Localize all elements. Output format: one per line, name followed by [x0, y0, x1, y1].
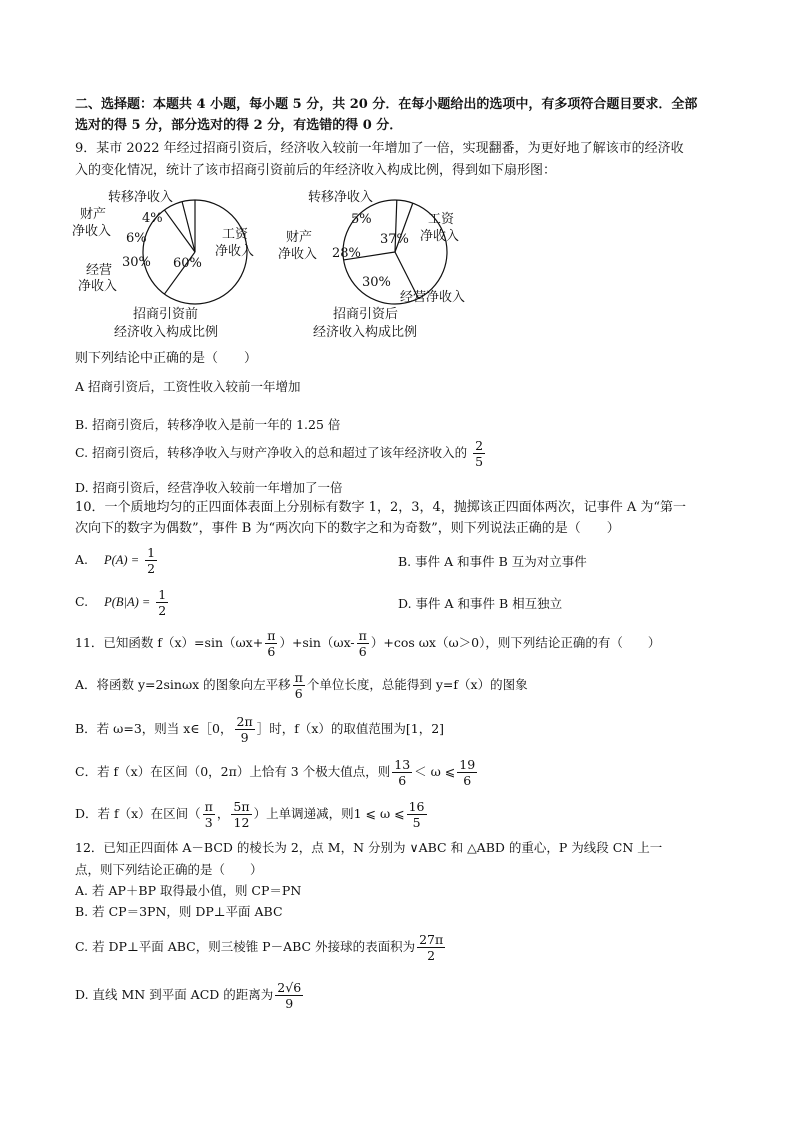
- before-pct-transfer: 4%: [142, 211, 163, 226]
- q11-stem-part1: 11．已知函数 f（x）=sin（ωx+: [75, 635, 264, 650]
- q10-c-fraction: [156, 587, 168, 618]
- q10-c-num: 1: [158, 587, 167, 602]
- before-label-property-2: 净收入: [72, 224, 112, 239]
- q11-stem-part3: ）+cos ωx（ω＞0），则下列结论正确的有（ ）: [370, 635, 661, 650]
- q10-option-c: [75, 587, 170, 618]
- q12-option-c: [75, 932, 447, 963]
- q11-stem-frac2: [357, 628, 369, 659]
- q11-c-fraction2: [457, 757, 477, 788]
- after-label-property-1: 财产: [286, 230, 313, 245]
- q11-d-fraction2: [231, 799, 251, 830]
- q12-d-num: 2√6: [277, 980, 302, 995]
- q9-stem-line1: 9．某市 2022 年经过招商引资后，经济收入较前一年增加了一倍，实现翻番，为更好地了解该市的经济收: [75, 141, 684, 156]
- q11-option-c: [75, 757, 479, 788]
- before-pct-business: 30%: [122, 255, 151, 270]
- q10-a-num: 1: [147, 545, 156, 560]
- q11-frac1-num: π: [267, 628, 276, 643]
- after-pct-business: 30%: [362, 275, 391, 290]
- q11-a-part2: 个单位长度，总能得到 y=f（x）的图象: [306, 677, 528, 692]
- q11-a-den: 6: [294, 686, 303, 701]
- q9-c-den: 5: [475, 454, 484, 469]
- before-pct-property: 6%: [126, 231, 147, 246]
- before-label-wage-2: 净收入: [215, 244, 255, 259]
- before-label-wage-1: 工资: [222, 227, 249, 242]
- q11-d-num3: 16: [408, 799, 425, 814]
- after-pct-property: 28%: [332, 246, 361, 261]
- q11-d-num1: π: [204, 799, 213, 814]
- q12-c-num: 27π: [419, 932, 444, 947]
- q10-a-fraction: [145, 545, 157, 576]
- q11-d-part2: ）上单调递减，则1 ⩽ ω ⩽: [253, 806, 405, 821]
- q10-a-den: 2: [147, 561, 156, 576]
- q12-option-a: A. 若 AP＋BP 取得最小值，则 CP＝PN: [75, 883, 302, 898]
- q11-b-part2: ］时，f（x）的取值范围为[1，2]: [256, 721, 445, 736]
- q10-c-den: 2: [158, 603, 167, 618]
- q11-option-d: [75, 799, 429, 830]
- before-pct-wage: 60%: [173, 256, 202, 271]
- q11-c-num1: 13: [394, 757, 411, 772]
- q11-frac2-num: π: [358, 628, 367, 643]
- q11-b-den: 9: [240, 730, 249, 745]
- q11-stem-frac1: [265, 628, 277, 659]
- q10-option-d: D. 事件 A 和事件 B 相互独立: [398, 596, 563, 611]
- q11-d-den2: 12: [233, 815, 250, 830]
- q11-d-sep: ，: [216, 806, 230, 821]
- section-header-line2: 选对的得 5 分，部分选对的得 2 分，有选错的得 0 分．: [75, 118, 403, 133]
- q10-c-letter: C.: [75, 594, 89, 609]
- after-label-business: 经营净收入: [400, 290, 466, 305]
- q11-d-fraction1: [203, 799, 215, 830]
- q12-option-b: B. 若 CP＝3PN，则 DP⊥平面 ABC: [75, 904, 283, 919]
- q12-stem-line1: 12．已知正四面体 A－BCD 的棱长为 2，点 M，N 分别为 ∨ABC 和 △ABD 的重心，P 为线段 CN 上一: [75, 840, 663, 855]
- q9-option-c-text: C. 招商引资后，转移净收入与财产净收入的总和超过了该年经济收入的: [75, 445, 468, 460]
- q11-a-num: π: [294, 670, 303, 685]
- q12-c-text: C. 若 DP⊥平面 ABC，则三棱锥 P－ABC 外接球的表面积为: [75, 939, 416, 954]
- q9-c-num: 2: [475, 438, 484, 453]
- q11-d-fraction3: [407, 799, 427, 830]
- before-label-business-1: 经营: [86, 263, 113, 278]
- after-label-wage-2: 净收入: [420, 229, 460, 244]
- q11-a-part1: A．将函数 y=2sinωx 的图象向左平移: [75, 677, 291, 692]
- q10-option-a: [75, 545, 159, 576]
- q10-c-expr: P(B|A) =: [104, 595, 151, 609]
- q11-b-part1: B．若 ω=3，则当 x∈［0，: [75, 721, 233, 736]
- q10-option-b: B. 事件 A 和事件 B 互为对立事件: [398, 554, 587, 569]
- q9-option-c-fraction: [473, 438, 485, 469]
- q12-d-den: 9: [285, 996, 294, 1011]
- q11-c-mid: ＜ ω ⩽: [414, 764, 456, 779]
- section-header-line1: 二、选择题：本题共 4 小题，每小题 5 分，共 20 分．在每小题给出的选项中，有多项符合题目要求．全部: [75, 97, 698, 112]
- q11-stem-part2: ）+sin（ωx-: [279, 635, 355, 650]
- q11-frac2-den: 6: [358, 644, 367, 659]
- q11-b-num: 2π: [236, 714, 253, 729]
- after-title-1: 招商引资后: [333, 307, 399, 322]
- q11-stem: [75, 628, 660, 659]
- q11-option-b: [75, 714, 444, 745]
- q10-stem-line1: 10．一个质地均匀的正四面体表面上分别标有数字 1，2，3，4，抛掷该正四面体两次，记事件 A 为“第一: [75, 500, 687, 515]
- before-title-1: 招商引资前: [133, 307, 199, 322]
- q9-option-a: A 招商引资后，工资性收入较前一年增加: [75, 379, 301, 394]
- q9-ask: 则下列结论中正确的是（ ）: [75, 351, 258, 366]
- after-title-2: 经济收入构成比例: [313, 325, 418, 340]
- q12-option-d: [75, 980, 305, 1011]
- q11-option-a: [75, 670, 528, 701]
- after-pct-transfer: 5%: [351, 212, 372, 227]
- q11-c-fraction1: [392, 757, 412, 788]
- q9-option-b: B. 招商引资后，转移净收入是前一年的 1.25 倍: [75, 417, 341, 432]
- q11-d-den3: 5: [412, 815, 421, 830]
- before-label-transfer: 转移净收入: [108, 190, 174, 205]
- q12-d-text: D. 直线 MN 到平面 ACD 的距离为: [75, 987, 274, 1002]
- before-title-2: 经济收入构成比例: [114, 325, 219, 340]
- q11-c-den2: 6: [463, 773, 472, 788]
- before-label-property-1: 财产: [80, 207, 107, 222]
- q11-c-den1: 6: [398, 773, 407, 788]
- q10-a-expr: P(A) =: [104, 553, 140, 567]
- q11-d-num2: 5π: [233, 799, 250, 814]
- before-label-business-2: 净收入: [78, 279, 118, 294]
- pie-charts-figure: [70, 185, 490, 345]
- q10-a-letter: A.: [75, 552, 89, 567]
- after-label-wage-1: 工资: [428, 212, 455, 227]
- q11-c-num2: 19: [459, 757, 476, 772]
- q12-stem-line2: 点，则下列结论正确的是（ ）: [75, 862, 263, 877]
- q12-d-fraction: [275, 980, 303, 1011]
- q11-d-part1: D．若 f（x）在区间（: [75, 806, 201, 821]
- q12-c-fraction: [417, 932, 445, 963]
- q11-a-fraction: [293, 670, 305, 701]
- q10-stem-line2: 次向下的数字为偶数”，事件 B 为“两次向下的数字之和为奇数”，则下列说法正确的是（ ）: [75, 521, 620, 536]
- after-label-property-2: 净收入: [278, 247, 318, 262]
- after-label-transfer: 转移净收入: [308, 190, 374, 205]
- q9-option-d: D. 招商引资后，经营净收入较前一年增加了一倍: [75, 480, 343, 495]
- q11-b-fraction: [235, 714, 255, 745]
- q11-d-den1: 3: [204, 815, 213, 830]
- q12-c-den: 2: [427, 948, 436, 963]
- q11-frac1-den: 6: [267, 644, 276, 659]
- q9-option-c: [75, 438, 487, 469]
- q9-stem-line2: 入的变化情况，统计了该市招商引资前后的年经济收入构成比例，得到如下扇形图：: [75, 163, 557, 178]
- after-pct-wage: 37%: [380, 232, 409, 247]
- q11-c-part1: C．若 f（x）在区间（0，2π）上恰有 3 个极大值点，则: [75, 764, 391, 779]
